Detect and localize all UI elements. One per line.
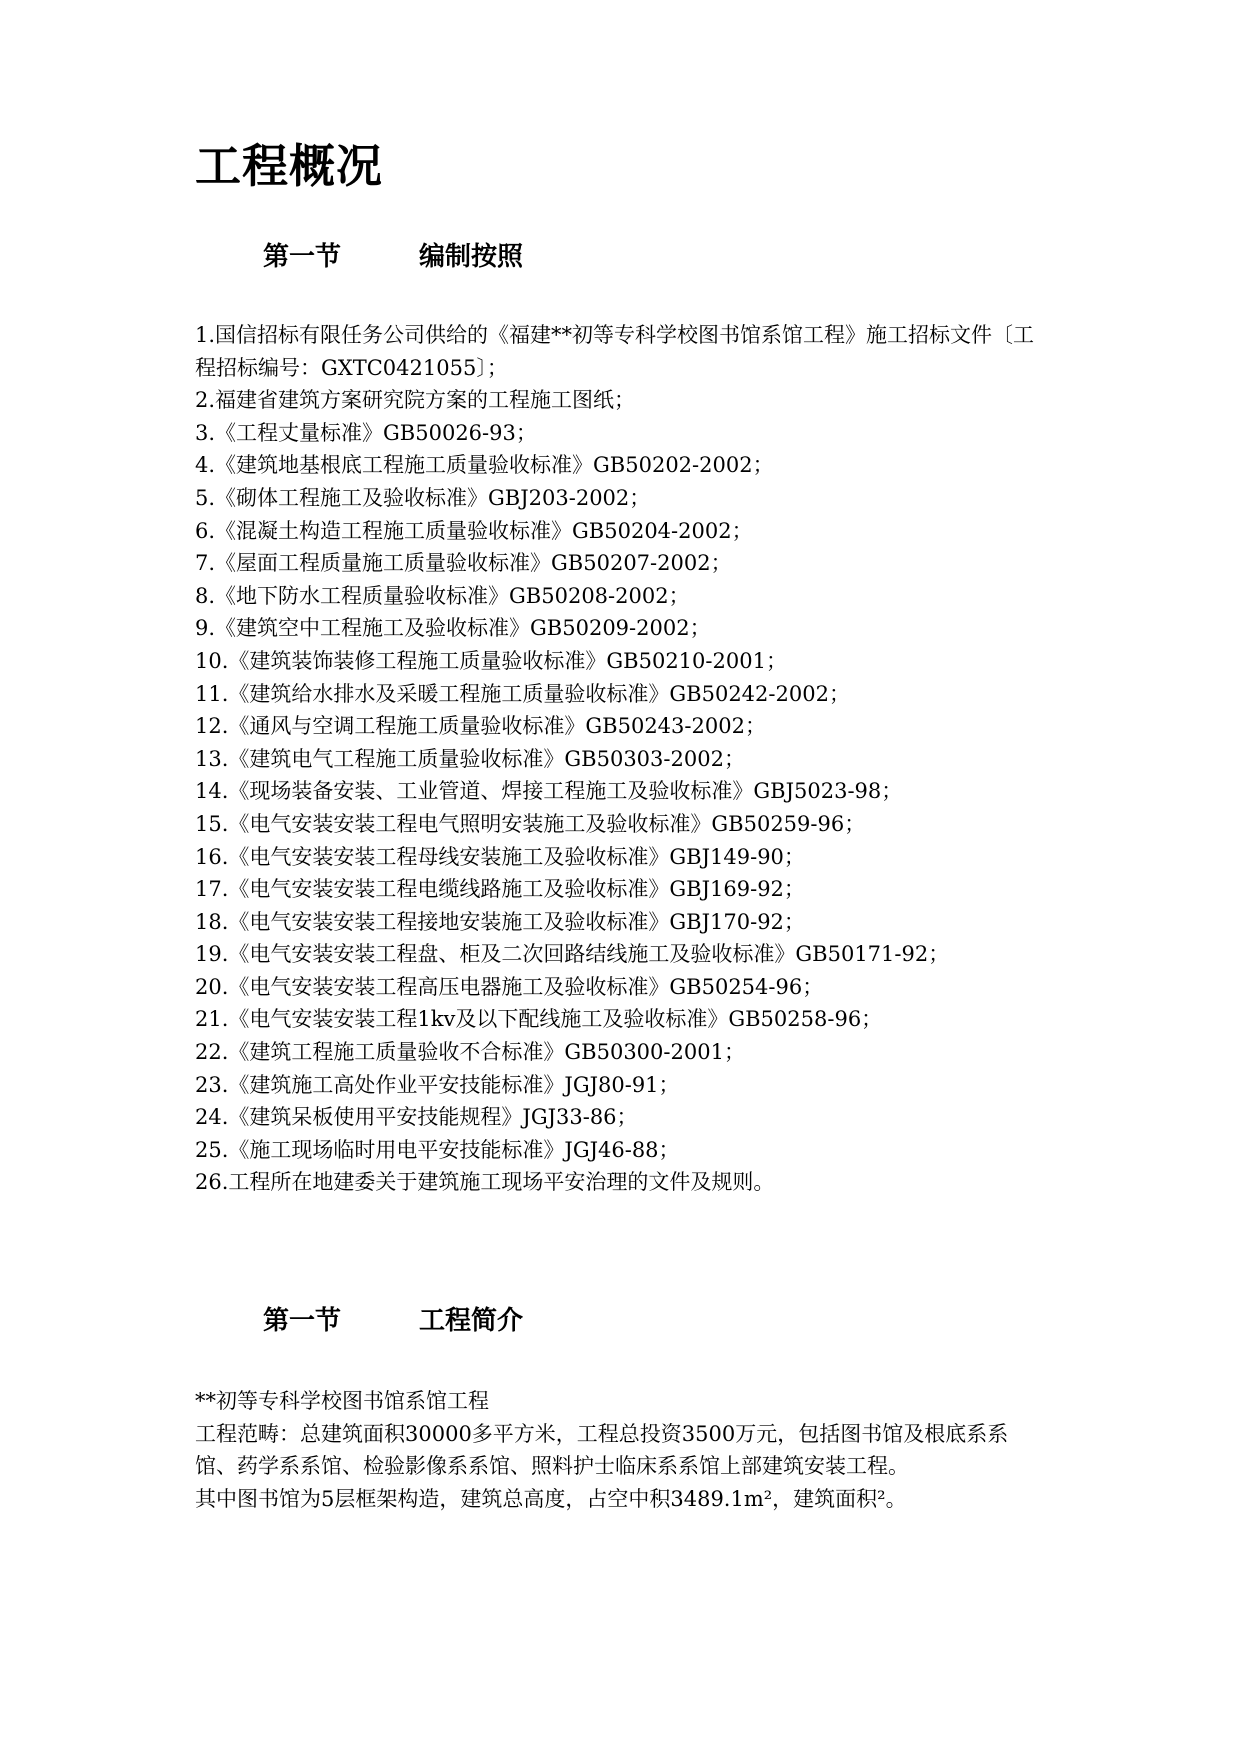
- list-item: 11.《建筑给水排水及采暖工程施工质量验收标准》GB50242-2002；: [195, 681, 850, 706]
- list-item: 5.《砌体工程施工及验收标准》GBJ203-2002；: [195, 485, 651, 510]
- list-item: 21.《电气安装安装工程1kv及以下配线施工及验收标准》GB50258-96；: [195, 1007, 883, 1032]
- list-item: 12.《通风与空调工程施工质量验收标准》GB50243-2002；: [195, 714, 766, 739]
- list-item: 14.《现场装备安装、工业管道、焊接工程施工及验收标准》GBJ5023-98；: [195, 779, 903, 804]
- list-item: 16.《电气安装安装工程母线安装施工及验收标准》GBJ149-90；: [195, 844, 805, 869]
- basis-list: [195, 319, 1045, 1199]
- list-item: 15.《电气安装安装工程电气照明安装施工及验收标准》GB50259-96；: [195, 811, 866, 836]
- list-item: 13.《建筑电气工程施工质量验收标准》GB50303-2002；: [195, 746, 745, 771]
- section-number: 第一节: [263, 1306, 342, 1336]
- section-heading-overview: [263, 1303, 523, 1339]
- section-number: 第一节: [263, 242, 342, 272]
- list-item: 17.《电气安装安装工程电缆线路施工及验收标准》GBJ169-92；: [195, 877, 805, 902]
- section-title: 编制按照: [419, 242, 524, 272]
- list-item: 26.工程所在地建委关于建筑施工现场平安治理的文件及规则。: [195, 1170, 775, 1195]
- paragraph: 其中图书馆为5层框架构造，建筑总高度，占空中积3489.1m²，建筑面积²。: [195, 1486, 907, 1511]
- list-item: 23.《建筑施工高处作业平安技能标准》JGJ80-91；: [195, 1072, 680, 1097]
- paragraph: 工程范畴：总建筑面积30000多平方米，工程总投资3500万元，包括图书馆及根底系系馆、药学系系馆、检验影像系系馆、照料护士临床系系馆上部建筑安装工程。: [195, 1421, 1009, 1479]
- section-title: 工程简介: [419, 1306, 524, 1336]
- list-item: 20.《电气安装安装工程高压电器施工及验收标准》GB50254-96；: [195, 974, 824, 999]
- list-item: 3.《工程丈量标准》GB50026-93；: [195, 420, 537, 445]
- list-item: 1.国信招标有限任务公司供给的《福建**初等专科学校图书馆系馆工程》施工招标文件〔工程招标编号：GXTC0421055〕；: [195, 323, 1035, 380]
- list-item: 22.《建筑工程施工质量验收不合标准》GB50300-2001；: [195, 1040, 745, 1065]
- list-item: 19.《电气安装安装工程盘、柜及二次回路结线施工及验收标准》GB50171-92；: [195, 942, 950, 967]
- list-item: 4.《建筑地基根底工程施工质量验收标准》GB50202-2002；: [195, 453, 774, 478]
- list-item: 7.《屋面工程质量施工质量验收标准》GB50207-2002；: [195, 551, 732, 576]
- list-item: 9.《建筑空中工程施工及验收标准》GB50209-2002；: [195, 616, 711, 641]
- list-item: 25.《施工现场临时用电平安技能标准》JGJ46-88；: [195, 1137, 680, 1162]
- list-item: 24.《建筑呆板使用平安技能规程》JGJ33-86；: [195, 1105, 638, 1130]
- list-item: 8.《地下防水工程质量验收标准》GB50208-2002；: [195, 583, 690, 608]
- project-intro: [195, 1385, 1045, 1515]
- document-title: 工程概况: [195, 139, 383, 193]
- section-heading-basis: [263, 239, 523, 275]
- list-item: 18.《电气安装安装工程接地安装施工及验收标准》GBJ170-92；: [195, 909, 805, 934]
- list-item: 10.《建筑装饰装修工程施工质量验收标准》GB50210-2001；: [195, 648, 787, 673]
- paragraph: **初等专科学校图书馆系馆工程: [195, 1389, 489, 1413]
- list-item: 2.福建省建筑方案研究院方案的工程施工图纸；: [195, 388, 636, 413]
- list-item: 6.《混凝土构造工程施工质量验收标准》GB50204-2002；: [195, 518, 753, 543]
